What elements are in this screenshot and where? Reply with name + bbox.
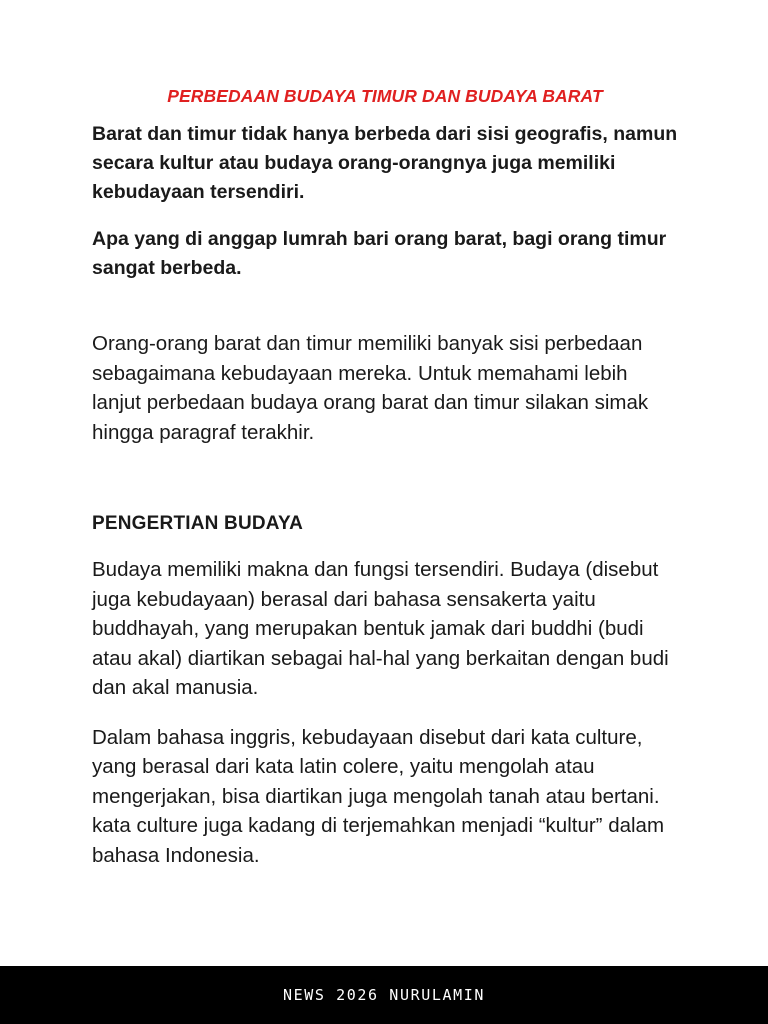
footer-banner	[0, 966, 768, 1024]
footer-watermark-text: NEWS 2026 NURULAMIN	[283, 986, 485, 1004]
section-paragraph-1: Budaya memiliki makna dan fungsi tersendiri. Budaya (disebut juga kebudayaan) berasal dari bahasa sensakerta yaitu buddhayah, yang merupakan bentuk jamak dari buddhi (budi atau akal) diartikan sebagai hal-hal yang berkaitan dengan budi dan akal manusia.	[92, 558, 669, 699]
intro-paragraph: Orang-orang barat dan timur memiliki banyak sisi perbedaan sebagaimana kebudayaan mereka. Untuk memahami lebih lanjut perbedaan budaya orang barat dan timur silakan simak hingga paragraf terakhir.	[92, 332, 649, 444]
document-content	[92, 84, 678, 870]
section-heading-pengertian-budaya: PENGERTIAN BUDAYA	[92, 513, 304, 534]
paragraph-spacer-1	[92, 283, 678, 329]
paragraph-spacer-2	[92, 467, 678, 511]
lead-paragraph-2: Apa yang di anggap lumrah bari orang barat, bagi orang timur sangat berbeda.	[92, 228, 667, 279]
page-title: PERBEDAAN BUDAYA TIMUR DAN BUDAYA BARAT	[167, 86, 603, 106]
section-paragraph-2: Dalam bahasa inggris, kebudayaan disebut dari kata culture, yang berasal dari kata latin colere, yaitu mengolah atau mengerjakan, bisa diartikan juga mengolah tanah atau bertani. kata culture juga kadang di terjemahkan menjadi “kultur” dalam bahasa Indonesia.	[92, 725, 665, 867]
lead-paragraph-1: Barat dan timur tidak hanya berbeda dari sisi geografis, namun secara kultur atau budaya orang-orangnya juga memiliki kebudayaan tersendiri.	[92, 123, 678, 203]
